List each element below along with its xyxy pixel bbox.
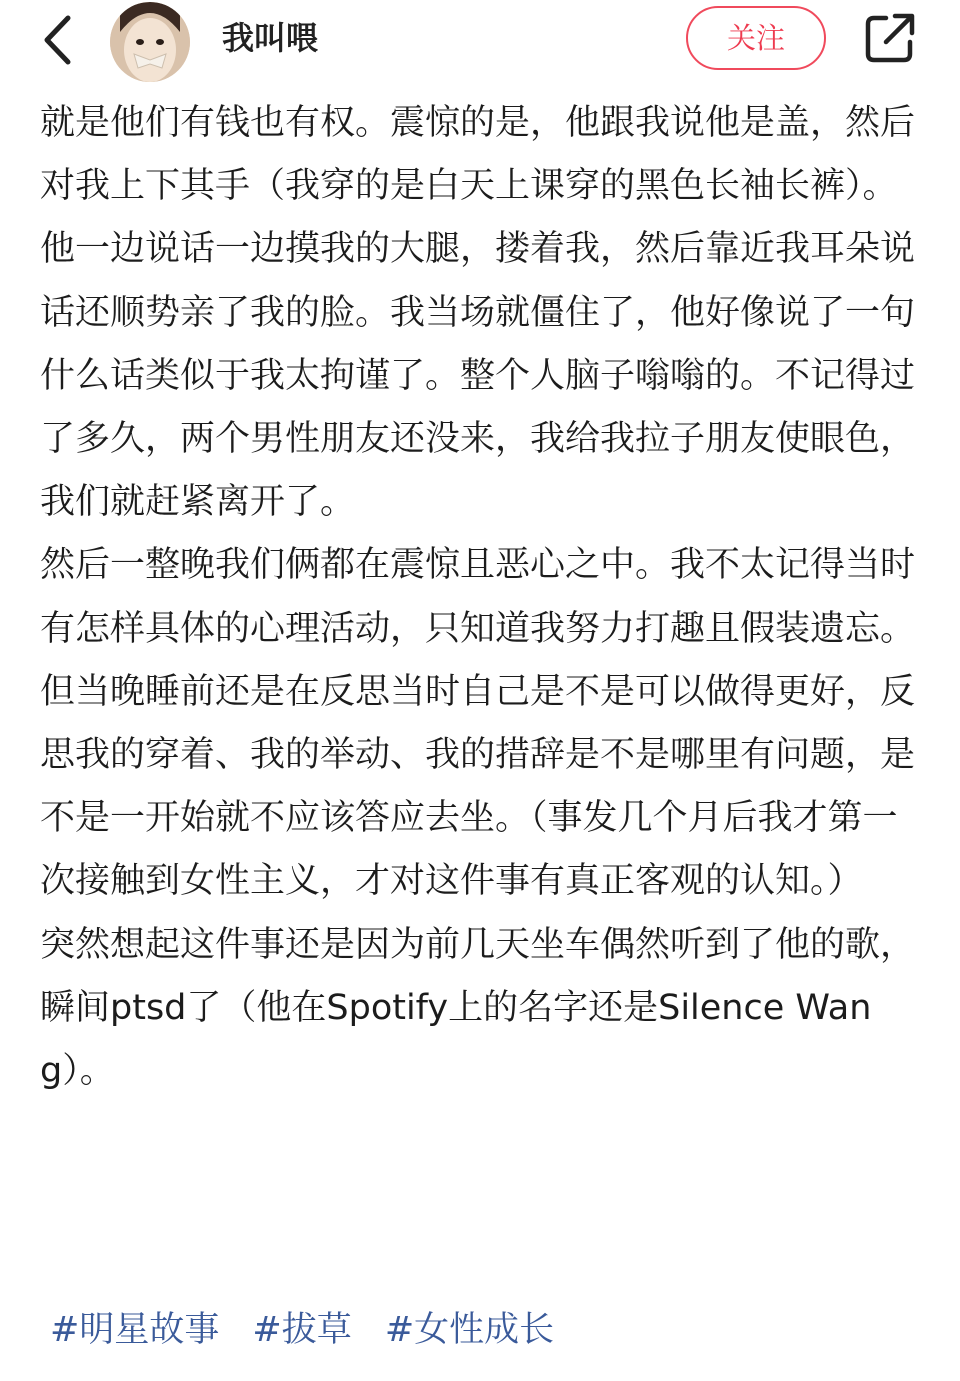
post-paragraph: 突然想起这件事还是因为前几天坐车偶然听到了他的歌，瞬间ptsd了（他在Spotify上的名字还是Silence Wang）。	[40, 924, 916, 1092]
chevron-left-icon	[34, 12, 84, 68]
username[interactable]: 我叫喂	[222, 19, 319, 57]
post-content	[40, 92, 920, 1103]
post-paragraph: 就是他们有钱也有权。震惊的是，他跟我说他是盖，然后对我上下其手（我穿的是白天上课穿的黑色长袖长裤）。他一边说话一边摸我的大腿，搂着我，然后靠近我耳朵说话还顺势亲了我的脸。我当场就僵住了，他好像说了一句什么话类似于我太拘谨了。整个人脑子嗡嗡的。不记得过了多久，两个男性朋友还没来，我给我拉子朋友使眼色，我们就赶紧离开了。	[40, 103, 916, 523]
follow-button[interactable]: 关注	[686, 6, 826, 70]
hashtag-link[interactable]: #明星故事	[50, 1310, 220, 1350]
avatar-image	[110, 2, 190, 82]
post-paragraph: 然后一整晚我们俩都在震惊且恶心之中。我不太记得当时有怎样具体的心理活动，只知道我努力打趣且假装遗忘。但当晚睡前还是在反思当时自己是不是可以做得更好，反思我的穿着、我的举动、我的措辞是不是哪里有问题，是不是一开始就不应该答应去坐。（事发几个月后我才第一次接触到女性主义，才对这件事有真正客观的认知。）	[40, 545, 916, 902]
share-out-icon	[862, 10, 918, 66]
back-button[interactable]	[34, 12, 84, 68]
hashtag-link[interactable]: #女性成长	[384, 1310, 555, 1350]
avatar[interactable]	[110, 2, 190, 82]
hashtag-link[interactable]: #拔草	[252, 1310, 352, 1350]
share-button[interactable]	[862, 10, 918, 66]
hashtag-list	[50, 1300, 582, 1364]
top-bar	[0, 0, 960, 88]
